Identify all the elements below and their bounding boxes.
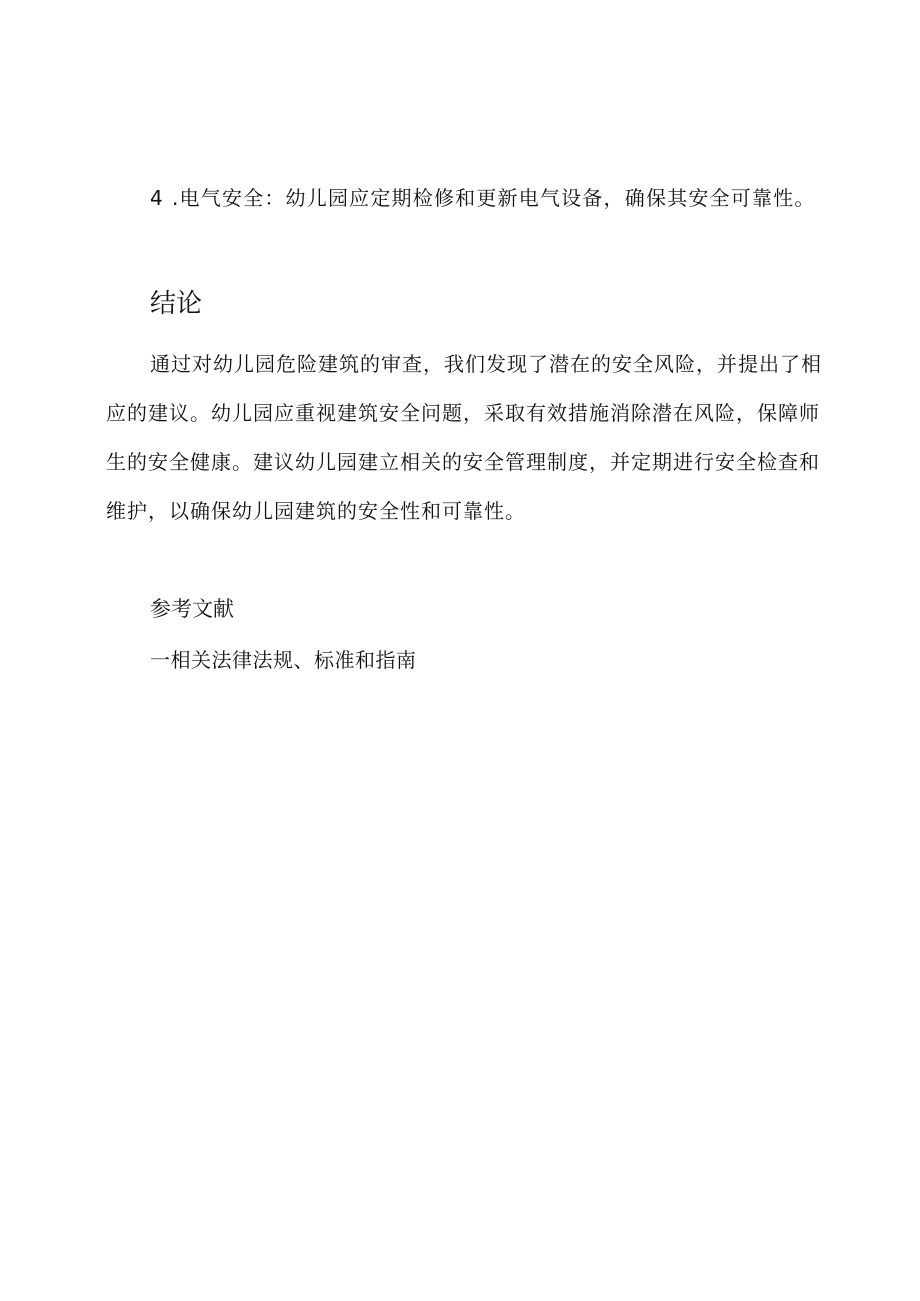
reference-item: 一相关法律法规、标准和指南 bbox=[150, 648, 417, 672]
conclusion-paragraph: 通过对幼儿园危险建筑的审查，我们发现了潜在的安全风险，并提出了相应的建议。幼儿园应重视建筑安全问题，采取有效措施消除潜在风险，保障师生的安全健康。建议幼儿园建立相关的安全管理制度，并定期进行安全检查和维护，以确保幼儿园建筑的安全性和可靠性。 bbox=[106, 352, 822, 523]
conclusion-heading: 结论 bbox=[150, 289, 203, 319]
list-item-text: .电气安全：幼儿园应定期检修和更新电气设备，确保其安全可靠性。 bbox=[172, 186, 816, 210]
references-heading: 参考文献 bbox=[150, 597, 234, 621]
list-item-number: 4 bbox=[150, 186, 164, 210]
list-item-electrical-safety bbox=[150, 184, 816, 212]
